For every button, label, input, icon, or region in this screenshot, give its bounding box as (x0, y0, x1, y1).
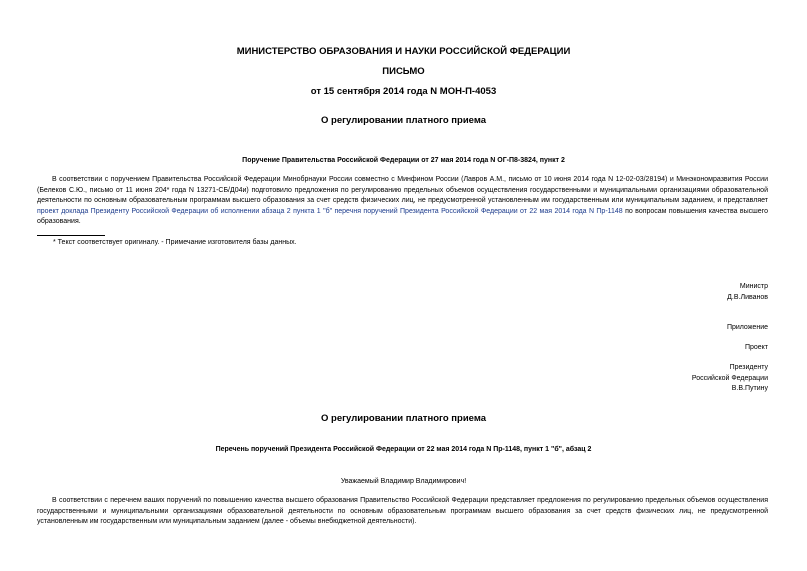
attachment-title: О регулировании платного приема (320, 413, 487, 424)
draft-label: Проект (744, 344, 768, 351)
instruction-reference: Поручение Правительства Российской Федерации от 27 мая 2014 года N ОГ-П8-3824, пункт 2 (242, 157, 565, 164)
document-date-number: от 15 сентября 2014 года N МОН-П-4053 (310, 86, 497, 97)
addressee-block (692, 363, 768, 395)
addressee-line: Президенту (729, 364, 768, 371)
addressee-line: Российской Федерации (691, 374, 768, 382)
body-paragraph-text: В соответствии с поручением Правительства Российской Федерации Минобрнауки России совместно с Минфином России (Лавров А.М., письмо от 10 июня 2014 года N 12-02-03/28194) и Минэкономразвития России (Белеков С.Ю., письмо от 11 июня 204* года N 13271-СБ/Д04и) подготовило предложения по регулированию предельных объемов осуществления государственными и муниципальными организациями образовательной деятельности по основным образовательным программам высшего образования за счет средств физических лиц, не предусмотренной установленным им государственным или муниципальным заданием, и представляет (37, 176, 768, 204)
presidential-instructions-reference: Перечень поручений Президента Российской Федерации от 22 мая 2014 года N Пр-1148, пункт 1 "б", абзац 2 (215, 446, 592, 453)
body-paragraph-tail: по вопросам повышения качества высшего образования. (37, 207, 768, 225)
body-paragraph (37, 175, 768, 228)
document-type: ПИСЬМО (382, 66, 425, 77)
signature-block (727, 282, 768, 303)
signature-name: Д.В.Ливанов (727, 293, 768, 301)
addressee-line: В.В.Путину (731, 385, 768, 392)
greeting: Уважаемый Владимир Владимирович! (340, 478, 467, 485)
attachment-paragraph: В соответствии с перечнем ваших поручений по повышению качества высшего образования Правительство Российской Федерации представляет предложения по регулированию предельных объемов осуществления государственными и муниципальными организациями образовательной деятельности по основным образовательным программам высшего образования за счет средств физических лиц, не предусмотренной установленным им государственным или муниципальным заданием (далее - объемы внебюджетной деятельности). (37, 497, 768, 525)
report-draft-link[interactable]: проект доклада Президенту Российской Федерации об исполнении абзаца 2 пункта 1 "б" перечня поручений Президента Российской Федерации от 22 мая 2014 года N Пр-1148 (37, 207, 623, 215)
ministry-heading: МИНИСТЕРСТВО ОБРАЗОВАНИЯ И НАУКИ РОССИЙСКОЙ ФЕДЕРАЦИИ (236, 46, 571, 57)
document-subject: О регулировании платного приема (320, 115, 487, 126)
signature-position: Министр (739, 283, 768, 290)
footnote: * Текст соответствует оригиналу. - Примечание изготовителя базы данных. (53, 239, 297, 246)
footnote-divider (37, 235, 105, 236)
attachment-label: Приложение (726, 324, 768, 331)
